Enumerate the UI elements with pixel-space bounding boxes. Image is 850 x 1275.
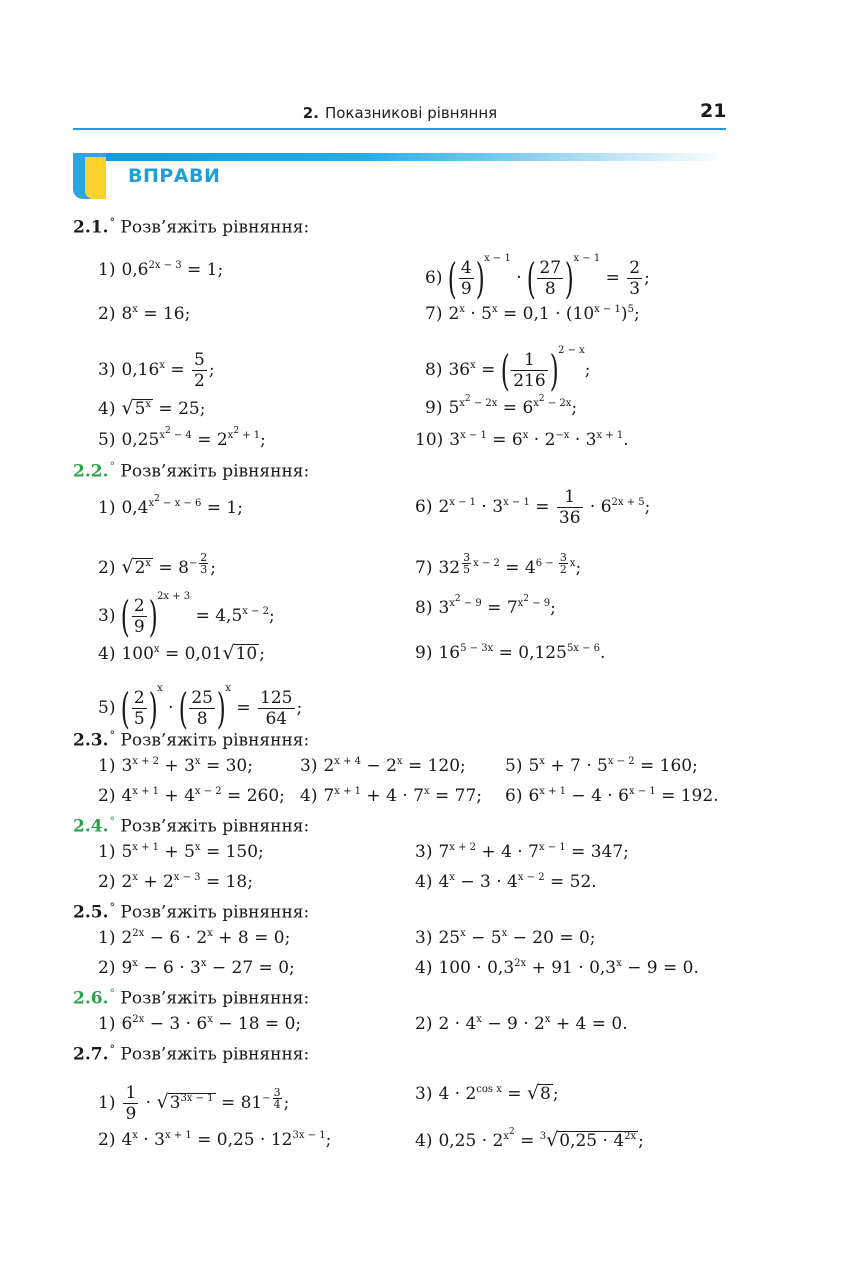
- equation: 6) $6^{x + 1} - 4 \cdot 6^{x - 1} = 192$.: [505, 786, 719, 806]
- equation: 1) $0,4^{x^2 - x - 6} = 1$;: [98, 494, 243, 518]
- equation: 2) $8^x = 16$;: [98, 304, 191, 324]
- running-header: [0, 104, 800, 122]
- equation: 4) $0,25 \cdot 2^{x^2} = ^3√0,25 \cdot 4^{2x}$ ;: [415, 1127, 644, 1151]
- equation: 1) $\frac{1}{9}$ · $√3^{3x - 1} = 81^{- \frac{3}{4}}$ ;: [98, 1083, 290, 1124]
- equation: 10) $3^{x - 1} = 6^x \cdot 2^{-x} \cdot 3^{x + 1}$.: [415, 430, 629, 450]
- equation: 1) $6^{2x} - 3 \cdot 6^x - 18 = 0$;: [98, 1014, 302, 1034]
- equation: 3) $7^{x + 2} + 4 \cdot 7^{x - 1} = 347$;: [415, 842, 629, 862]
- page-number: 21: [700, 100, 727, 122]
- equation: 4) $√5^x = 25$;: [98, 397, 206, 419]
- equation: 4) $4^x - 3 \cdot 4^{x - 2} = 52$.: [415, 872, 597, 892]
- exercise-heading: 2.4.° Розв’яжіть рівняння:: [73, 815, 310, 837]
- exercise-heading: 2.1.° Розв’яжіть рівняння:: [73, 216, 310, 238]
- exercise-heading: 2.2.° Розв’яжіть рівняння:: [73, 460, 310, 482]
- equation: 2) $9^x - 6 \cdot 3^x - 27 = 0$;: [98, 958, 295, 978]
- equation: 4) $7^{x + 1} + 4 \cdot 7^x = 77$;: [300, 786, 482, 806]
- equation: 8) $3^{x^2 - 9} = 7^{x^2 - 9}$;: [415, 594, 556, 618]
- equation: 1) $0,6^{2x - 3} = 1$;: [98, 260, 224, 280]
- equation: 9) $16^{5 - 3x} = 0,125^{5x - 6}$.: [415, 643, 606, 663]
- equation: 9) $5^{x^2 - 2x} = 6^{x^2 - 2x}$;: [425, 394, 578, 418]
- equation: 5) ( $\frac{2}{5}$ )$^x$ · ( $\frac{25}{8}$ )$^x$ = $\frac{125}{64}$ ;: [98, 683, 303, 733]
- equation: 2) $4^x \cdot 3^{x + 1} = 0,25 \cdot 12^{3x - 1}$;: [98, 1130, 332, 1150]
- equation: 7) 32 $^{\frac{3}{5} x - 2} = 4^{6 - \frac{3}{2} x}$;: [415, 551, 582, 578]
- equation: 8) $36^x$ = ( $\frac{1}{216}$ )$^{2 - x}$;: [425, 345, 591, 395]
- exercise-heading: 2.3.° Розв’яжіть рівняння:: [73, 729, 310, 751]
- equation: 3) $2^{x + 4} - 2^x = 120$;: [300, 756, 466, 776]
- equation: 7) $2^x \cdot 5^x = 0,1 \cdot (10^{x - 1})^5$;: [425, 304, 640, 324]
- equation: 1) $5^{x + 1} + 5^x = 150$;: [98, 842, 264, 862]
- equation: 5) $0,25^{x^2 - 4} = 2^{x^2 + 1}$;: [98, 426, 266, 450]
- equation: 2) $√2^x = 8^{- \frac{2}{3}}$ ;: [98, 551, 217, 578]
- equation: 4) $100^x = 0,01√10$ ;: [98, 642, 265, 664]
- equation: 1) $2^{2x} - 6 \cdot 2^x + 8 = 0$;: [98, 928, 291, 948]
- chapter-title: Показникові рівняння: [324, 104, 498, 122]
- flag-bookmark-icon: [73, 153, 106, 199]
- equation: 2) $2 \cdot 4^x - 9 \cdot 2^x + 4 = 0$.: [415, 1014, 628, 1034]
- equation: 3) $25^x - 5^x - 20 = 0$;: [415, 928, 596, 948]
- section-banner-stripe: [73, 153, 726, 161]
- exercise-heading: 2.5.° Розв’яжіть рівняння:: [73, 901, 310, 923]
- equation: 6) ( $\frac{4}{9}$ )$^{x - 1}$ · ( $\frac{27}{8}$ )$^{x - 1}$ = $\frac{2}{3}$ ;: [425, 253, 650, 303]
- equation: 4) $100 \cdot 0,3^{2x} + 91 \cdot 0,3^x - 9 = 0$.: [415, 958, 699, 978]
- exercise-heading: 2.6.° Розв’яжіть рівняння:: [73, 987, 310, 1009]
- section-title: ВПРАВИ: [128, 165, 221, 187]
- equation: 3) $4 \cdot 2^{cos x} = √8$ ;: [415, 1082, 559, 1104]
- equation: 2) $2^x + 2^{x - 3} = 18$;: [98, 872, 253, 892]
- equation: 2) $4^{x + 1} + 4^{x - 2} = 260$;: [98, 786, 285, 806]
- equation: 3) ( $\frac{2}{9}$ )$^{2x + 3} = 4,5^{x - 2}$;: [98, 591, 275, 641]
- chapter-number: 2.: [302, 104, 319, 122]
- equation: 3) $0,16^x$ = $\frac{5}{2}$ ;: [98, 350, 215, 391]
- exercise-heading: 2.7.° Розв’яжіть рівняння:: [73, 1043, 310, 1065]
- equation: 1) $3^{x + 2} + 3^x = 30$;: [98, 756, 253, 776]
- header-divider: [73, 128, 726, 130]
- equation: 5) $5^x + 7 \cdot 5^{x - 2} = 160$;: [505, 756, 698, 776]
- equation: 6) $2^{x - 1} \cdot 3^{x - 1}$ = $\frac{1}{36}$ · $6^{2x + 5}$;: [415, 487, 651, 528]
